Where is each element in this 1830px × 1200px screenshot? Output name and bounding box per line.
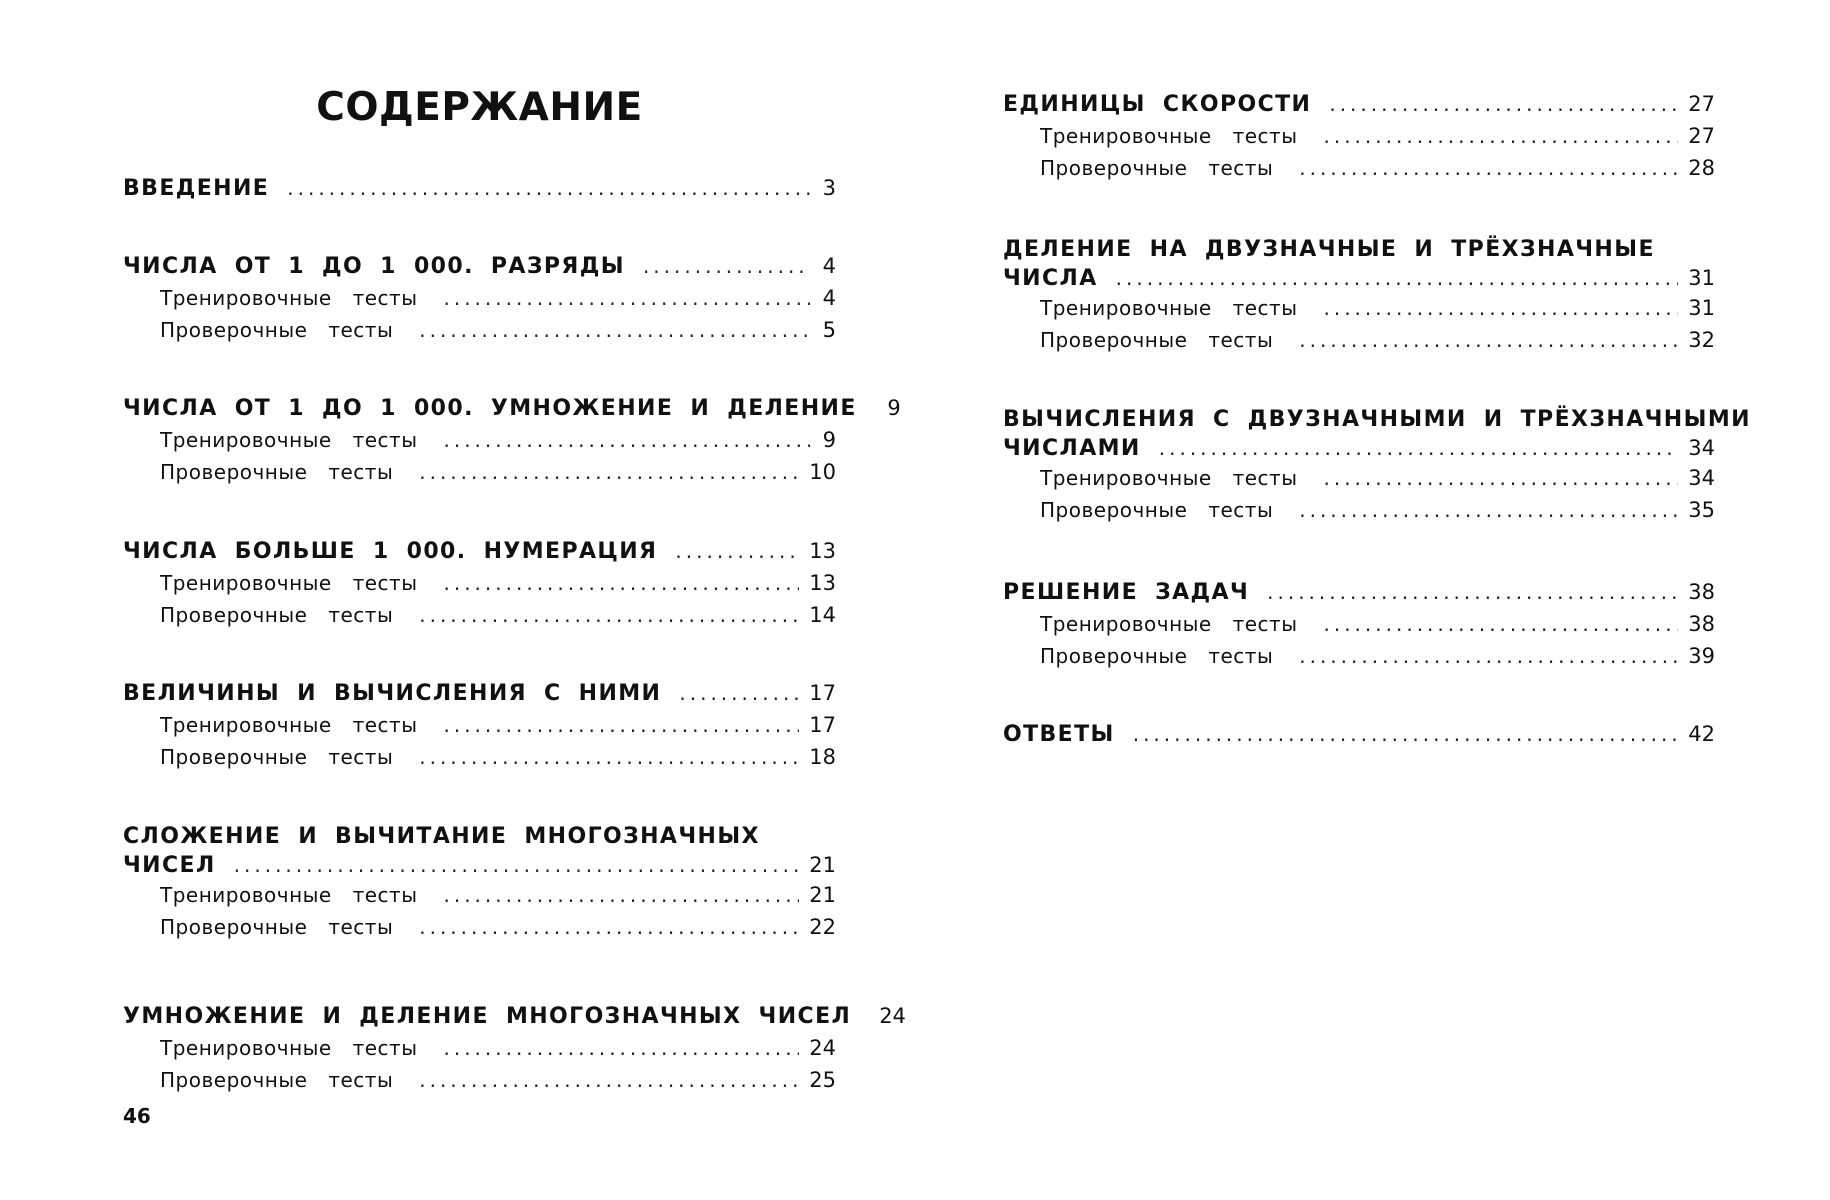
toc-entry-page: 25 — [809, 1068, 836, 1092]
toc-entry-label: Тренировочные тесты — [160, 713, 418, 737]
toc-subentry[interactable] — [123, 314, 836, 346]
toc-subentry[interactable] — [123, 282, 836, 314]
dot-leader — [675, 535, 799, 567]
toc-entry-page: 39 — [1688, 644, 1715, 668]
toc-section — [123, 823, 836, 943]
dot-leader — [443, 1032, 799, 1064]
toc-section — [123, 392, 901, 488]
toc-entry-page: 9 — [822, 428, 836, 452]
toc-section — [123, 172, 836, 204]
toc-entry-page: 17 — [809, 713, 836, 737]
dot-leader — [419, 314, 810, 346]
dot-leader — [679, 677, 799, 709]
toc-section-heading[interactable] — [1003, 264, 1715, 292]
toc-section — [1003, 718, 1715, 750]
dot-leader — [1159, 434, 1679, 462]
toc-section-heading[interactable] — [1003, 88, 1715, 120]
toc-entry-label: ЧИСЛА — [1003, 266, 1098, 291]
toc-entry-label: ЕДИНИЦЫ СКОРОСТИ — [1003, 92, 1312, 117]
toc-entry-page: 14 — [809, 603, 836, 627]
toc-entry-label: УМНОЖЕНИЕ И ДЕЛЕНИЕ МНОГОЗНАЧНЫХ ЧИСЕЛ — [123, 1004, 852, 1029]
toc-section — [1003, 88, 1715, 184]
toc-entry-page: 24 — [809, 1036, 836, 1060]
toc-section — [123, 535, 836, 631]
toc-entry-page: 34 — [1688, 466, 1715, 490]
toc-entry-label: Тренировочные тесты — [160, 286, 418, 310]
toc-entry-label: ВЕЛИЧИНЫ И ВЫЧИСЛЕНИЯ С НИМИ — [123, 681, 662, 706]
toc-entry-label: Тренировочные тесты — [1040, 296, 1298, 320]
toc-subentry[interactable] — [1003, 462, 1715, 494]
toc-entry-label: Проверочные тесты — [160, 460, 394, 484]
dot-leader — [1299, 494, 1678, 526]
toc-section-heading[interactable] — [123, 851, 836, 879]
toc-entry-page: 32 — [1688, 328, 1715, 352]
dot-leader — [234, 851, 800, 879]
toc-entry-label: Проверочные тесты — [1040, 156, 1274, 180]
toc-section-heading[interactable] — [123, 677, 836, 709]
toc-entry-page: 42 — [1688, 722, 1715, 746]
toc-section — [123, 1000, 906, 1096]
toc-entry-label: ОТВЕТЫ — [1003, 722, 1115, 747]
toc-entry-label: Проверочные тесты — [160, 603, 394, 627]
toc-entry-page: 27 — [1688, 124, 1715, 148]
toc-entry-label: ВВЕДЕНИЕ — [123, 176, 270, 201]
dot-leader — [287, 172, 810, 204]
toc-section — [1003, 406, 1751, 526]
toc-entry-label: Проверочные тесты — [160, 915, 394, 939]
toc-entry-page: 21 — [809, 853, 836, 877]
dot-leader — [419, 456, 799, 488]
toc-entry-page: 38 — [1688, 612, 1715, 636]
toc-entry-label: Проверочные тесты — [1040, 644, 1274, 668]
toc-entry-page: 17 — [809, 681, 836, 705]
toc-subentry[interactable] — [1003, 494, 1715, 526]
toc-entry-label: Проверочные тесты — [1040, 498, 1274, 522]
toc-section-heading[interactable] — [1003, 576, 1715, 608]
toc-subentry[interactable] — [123, 741, 836, 773]
toc-entry-page: 4 — [822, 286, 836, 310]
toc-subentry[interactable] — [1003, 640, 1715, 672]
toc-entry-page: 35 — [1688, 498, 1715, 522]
dot-leader — [443, 709, 799, 741]
toc-entry-label: Проверочные тесты — [160, 1068, 394, 1092]
toc-entry-label: ЧИСЛА ОТ 1 ДО 1 000. УМНОЖЕНИЕ И ДЕЛЕНИЕ — [123, 396, 857, 421]
toc-section-heading[interactable] — [123, 535, 836, 567]
toc-entry-page: 22 — [809, 915, 836, 939]
dot-leader — [1329, 88, 1678, 120]
toc-section — [1003, 236, 1715, 356]
toc-subentry[interactable] — [123, 911, 836, 943]
toc-subentry[interactable] — [123, 456, 836, 488]
toc-entry-page: 21 — [809, 883, 836, 907]
toc-entry-label: ЧИСЛА ОТ 1 ДО 1 000. РАЗРЯДЫ — [123, 254, 625, 279]
toc-section-heading[interactable] — [123, 250, 836, 282]
toc-subentry[interactable] — [123, 1032, 836, 1064]
toc-entry-page: 31 — [1688, 296, 1715, 320]
toc-entry-label: Тренировочные тесты — [1040, 124, 1298, 148]
toc-entry-label: Тренировочные тесты — [1040, 612, 1298, 636]
toc-entry-page: 13 — [809, 539, 836, 563]
toc-section-title-line: СЛОЖЕНИЕ И ВЫЧИТАНИЕ МНОГОЗНАЧНЫХ — [123, 824, 760, 849]
dot-leader — [443, 879, 799, 911]
toc-entry-page: 24 — [879, 1004, 906, 1028]
toc-subentry[interactable] — [1003, 152, 1715, 184]
dot-leader — [443, 282, 810, 314]
dot-leader — [419, 599, 799, 631]
toc-entry-page: 34 — [1688, 436, 1715, 460]
toc-entry-page: 9 — [887, 396, 901, 420]
toc-subentry[interactable] — [123, 1064, 836, 1096]
toc-section-title-line: ВЫЧИСЛЕНИЯ С ДВУЗНАЧНЫМИ И ТРЁХЗНАЧНЫМИ — [1003, 407, 1751, 432]
dot-leader — [1133, 718, 1679, 750]
dot-leader — [1323, 120, 1678, 152]
dot-leader — [1299, 324, 1678, 356]
toc-section-heading[interactable] — [123, 392, 901, 424]
toc-section-title-line: ДЕЛЕНИЕ НА ДВУЗНАЧНЫЕ И ТРЁХЗНАЧНЫЕ — [1003, 237, 1655, 262]
toc-entry-page: 13 — [809, 571, 836, 595]
toc-entry-page: 18 — [809, 745, 836, 769]
toc-subentry[interactable] — [1003, 608, 1715, 640]
toc-section-heading[interactable] — [123, 1000, 906, 1032]
dot-leader — [1323, 462, 1678, 494]
toc-entry-label: ЧИСЛАМИ — [1003, 436, 1141, 461]
toc-subentry[interactable] — [1003, 120, 1715, 152]
toc-section — [1003, 576, 1715, 672]
dot-leader — [1116, 264, 1679, 292]
page-title: СОДЕРЖАНИЕ — [316, 85, 643, 130]
toc-subentry[interactable] — [123, 709, 836, 741]
dot-leader — [1323, 292, 1678, 324]
toc-section-heading[interactable] — [1003, 434, 1715, 462]
toc-entry-page: 27 — [1688, 92, 1715, 116]
toc-entry-label: Проверочные тесты — [160, 745, 394, 769]
toc-entry-label: Тренировочные тесты — [160, 428, 418, 452]
toc-entry-page: 10 — [809, 460, 836, 484]
toc-subentry[interactable] — [123, 599, 836, 631]
toc-subentry[interactable] — [1003, 292, 1715, 324]
page-number: 46 — [123, 1104, 151, 1128]
toc-subentry[interactable] — [1003, 324, 1715, 356]
toc-entry-page: 3 — [822, 176, 836, 200]
toc-section — [123, 677, 836, 773]
toc-entry-label: Тренировочные тесты — [160, 1036, 418, 1060]
dot-leader — [1299, 152, 1678, 184]
toc-entry-page: 38 — [1688, 580, 1715, 604]
dot-leader — [443, 424, 810, 456]
toc-entry-label: ЧИСЕЛ — [123, 853, 216, 878]
dot-leader — [443, 567, 799, 599]
toc-entry-page: 31 — [1688, 266, 1715, 290]
toc-entry-page: 4 — [822, 254, 836, 278]
dot-leader — [419, 741, 799, 773]
dot-leader — [1267, 576, 1678, 608]
toc-entry-label: Проверочные тесты — [1040, 328, 1274, 352]
dot-leader — [643, 250, 810, 282]
toc-subentry[interactable] — [123, 567, 836, 599]
dot-leader — [419, 911, 799, 943]
toc-entry-page: 28 — [1688, 156, 1715, 180]
toc-entry-label: Тренировочные тесты — [160, 883, 418, 907]
toc-entry-label: Тренировочные тесты — [1040, 466, 1298, 490]
toc-section — [123, 250, 836, 346]
toc-entry-label: РЕШЕНИЕ ЗАДАЧ — [1003, 580, 1250, 605]
toc-entry-page: 5 — [822, 318, 836, 342]
toc-entry-label: Проверочные тесты — [160, 318, 394, 342]
toc-subentry[interactable] — [123, 879, 836, 911]
dot-leader — [1299, 640, 1678, 672]
dot-leader — [419, 1064, 799, 1096]
toc-entry-label: ЧИСЛА БОЛЬШЕ 1 000. НУМЕРАЦИЯ — [123, 539, 658, 564]
toc-section-heading[interactable] — [123, 172, 836, 204]
toc-entry-label: Тренировочные тесты — [160, 571, 418, 595]
dot-leader — [1323, 608, 1678, 640]
toc-section-heading[interactable] — [1003, 718, 1715, 750]
toc-subentry[interactable] — [123, 424, 836, 456]
